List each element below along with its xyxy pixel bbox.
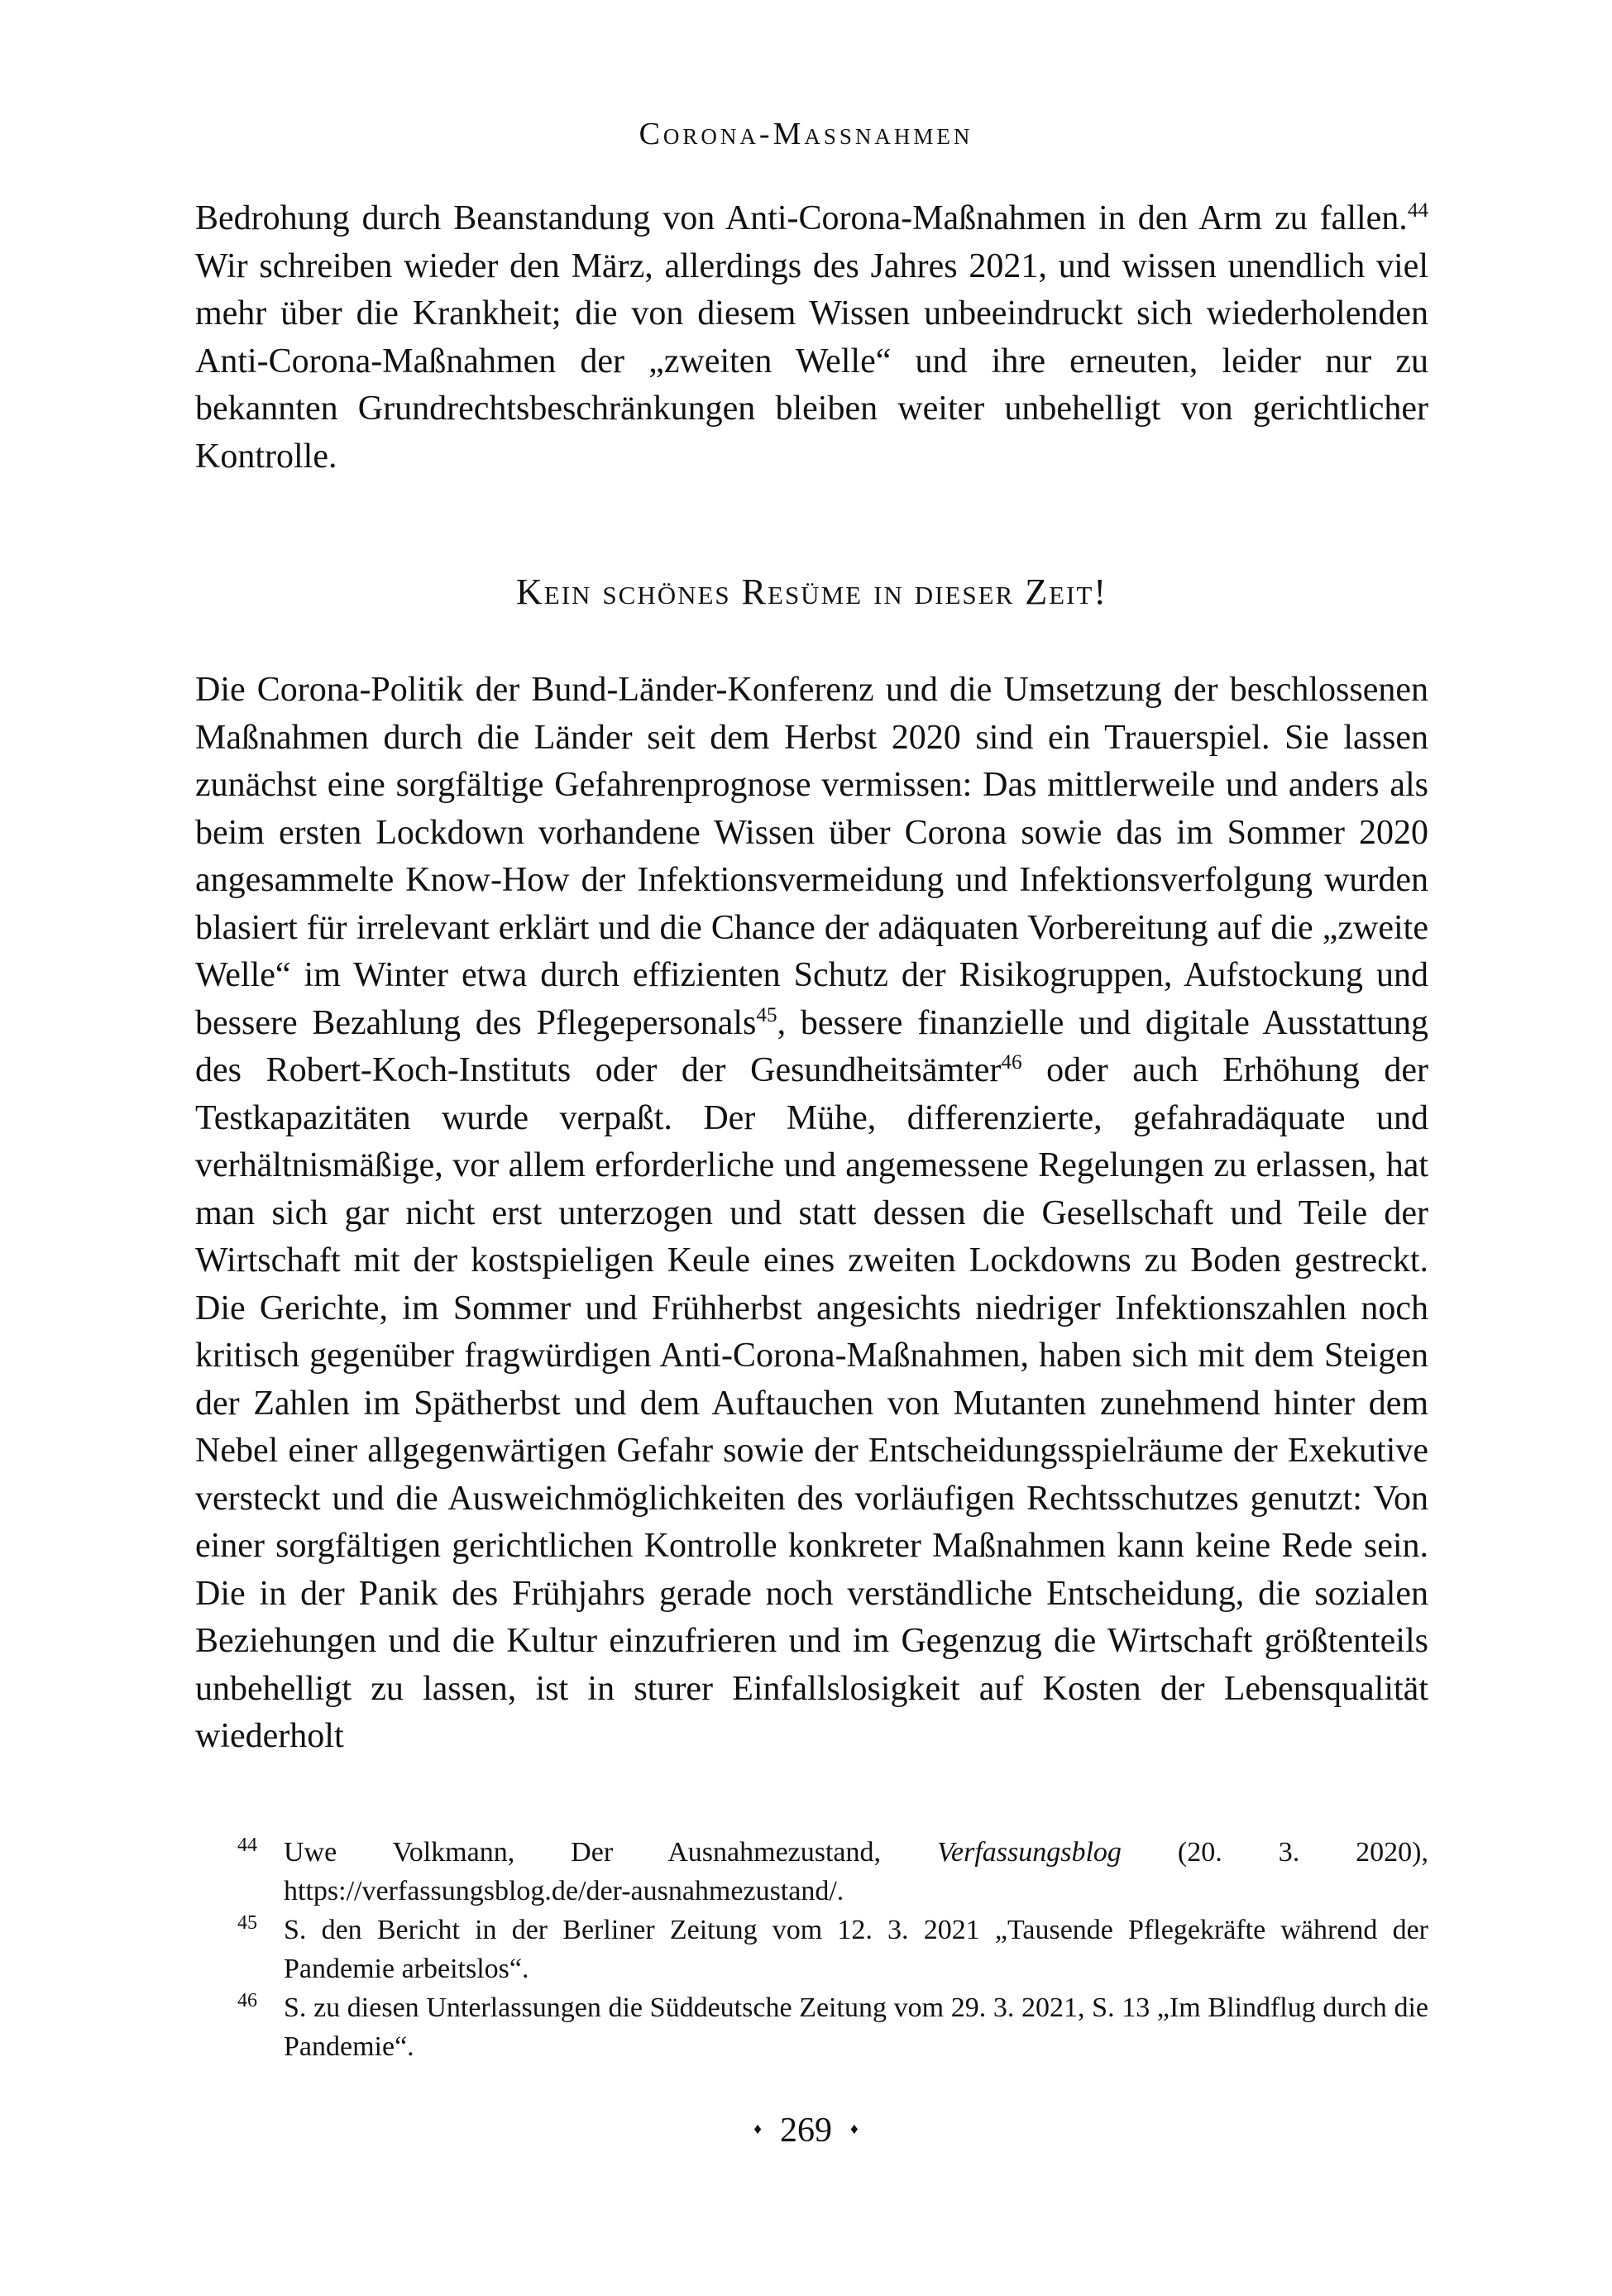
footnote-number: 44	[237, 1834, 257, 1856]
section-heading: Kein schönes Resüme in dieser Zeit!	[515, 572, 1108, 612]
footnote-text: Uwe Volkmann, Der Ausnahmezustand, Verfassungsblog (20. 3. 2020), https://verfassungsblog.de/der-ausnahmezustand/.	[284, 1837, 1428, 1906]
footnote	[195, 1988, 1428, 2066]
running-header: Corona-Massnahmen	[639, 117, 973, 151]
footnote	[195, 1911, 1428, 1988]
page-number: 269	[780, 2112, 832, 2150]
paragraph-continuation: Bedrohung durch Beanstandung von Anti-Corona-Maßnahmen in den Arm zu fallen.$^{44}$ Wir schreiben wieder den März, allerdings des Jahres 2021, und wissen unendlich viel mehr über die Krankheit; die von diesem Wissen unbeeindruckt sich wiederholenden Anti-Corona-Maßnahmen der „zweiten Welle“ und ihre erneuten, leider nur zu bekannten Grundrechtsbeschränkungen bleiben weiter unbehelligt von gerichtlicher Kontrolle.	[195, 199, 1428, 476]
footnote-text: S. den Bericht in der Berliner Zeitung vom 12. 3. 2021 „Tausende Pflegekräfte während der Pandemie arbeitslos“.	[284, 1915, 1428, 1984]
footnote-text: S. zu diesen Unterlassungen die Süddeutsche Zeitung vom 29. 3. 2021, S. 13 „Im Blindflug durch die Pandemie“.	[284, 1992, 1428, 2062]
page-footer	[0, 2111, 1612, 2150]
diamond-icon: ♦	[753, 2121, 762, 2138]
footnote-number: 45	[237, 1912, 257, 1934]
footnote	[195, 1833, 1428, 1911]
footnote-number: 46	[237, 1990, 257, 2011]
diamond-icon: ♦	[850, 2121, 859, 2138]
footnotes-block	[195, 1833, 1428, 2066]
paragraph-main: Die Corona-Politik der Bund-Länder-Konferenz und die Umsetzung der beschlossenen Maßnahmen durch die Länder seit dem Herbst 2020 sind ein Trauerspiel. Sie lassen zunächst eine sorgfältige Gefahrenprognose vermissen: Das mittlerweile und anders als beim ersten Lockdown vorhandene Wissen über Corona sowie das im Sommer 2020 angesammelte Know-How der Infektionsvermeidung und Infektionsverfolgung wurden blasiert für irrelevant erklärt und die Chance der adäquaten Vorbereitung auf die „zweite Welle“ im Winter etwa durch effizienten Schutz der Risikogruppen, Aufstockung und bessere Bezahlung des Pflegepersonals$^{45}$, bessere finanzielle und digitale Ausstattung des Robert-Koch-Instituts oder der Gesundheitsämter$^{46}$ oder auch Erhöhung der Testkapazitäten wurde verpaßt. Der Mühe, differenzierte, gefahradäquate und verhältnismäßige, vor allem erforderliche und angemessene Regelungen zu erlassen, hat man sich gar nicht erst unterzogen und statt dessen die Gesellschaft und Teile der Wirtschaft mit der kostspieligen Keule eines zweiten Lockdowns zu Boden gestreckt. Die Gerichte, im Sommer und Frühherbst angesichts niedriger Infektionszahlen noch kritisch gegenüber fragwürdigen Anti-Corona-Maßnahmen, haben sich mit dem Steigen der Zahlen im Spätherbst und dem Auftauchen von Mutanten zunehmend hinter dem Nebel einer allgegenwärtigen Gefahr sowie der Entscheidungsspielräume der Exekutive versteckt und die Ausweichmöglichkeiten des vorläufigen Rechtsschutzes genutzt: Von einer sorgfältigen gerichtlichen Kontrolle konkreter Maßnahmen kann keine Rede sein. Die in der Panik des Frühjahrs gerade noch verständliche Entscheidung, die sozialen Beziehungen und die Kultur einzufrieren und im Gegenzug die Wirtschaft größtenteils unbehelligt zu lassen, ist in sturer Einfallslosigkeit auf Kosten der Lebensqualität wiederholt	[195, 671, 1428, 1755]
